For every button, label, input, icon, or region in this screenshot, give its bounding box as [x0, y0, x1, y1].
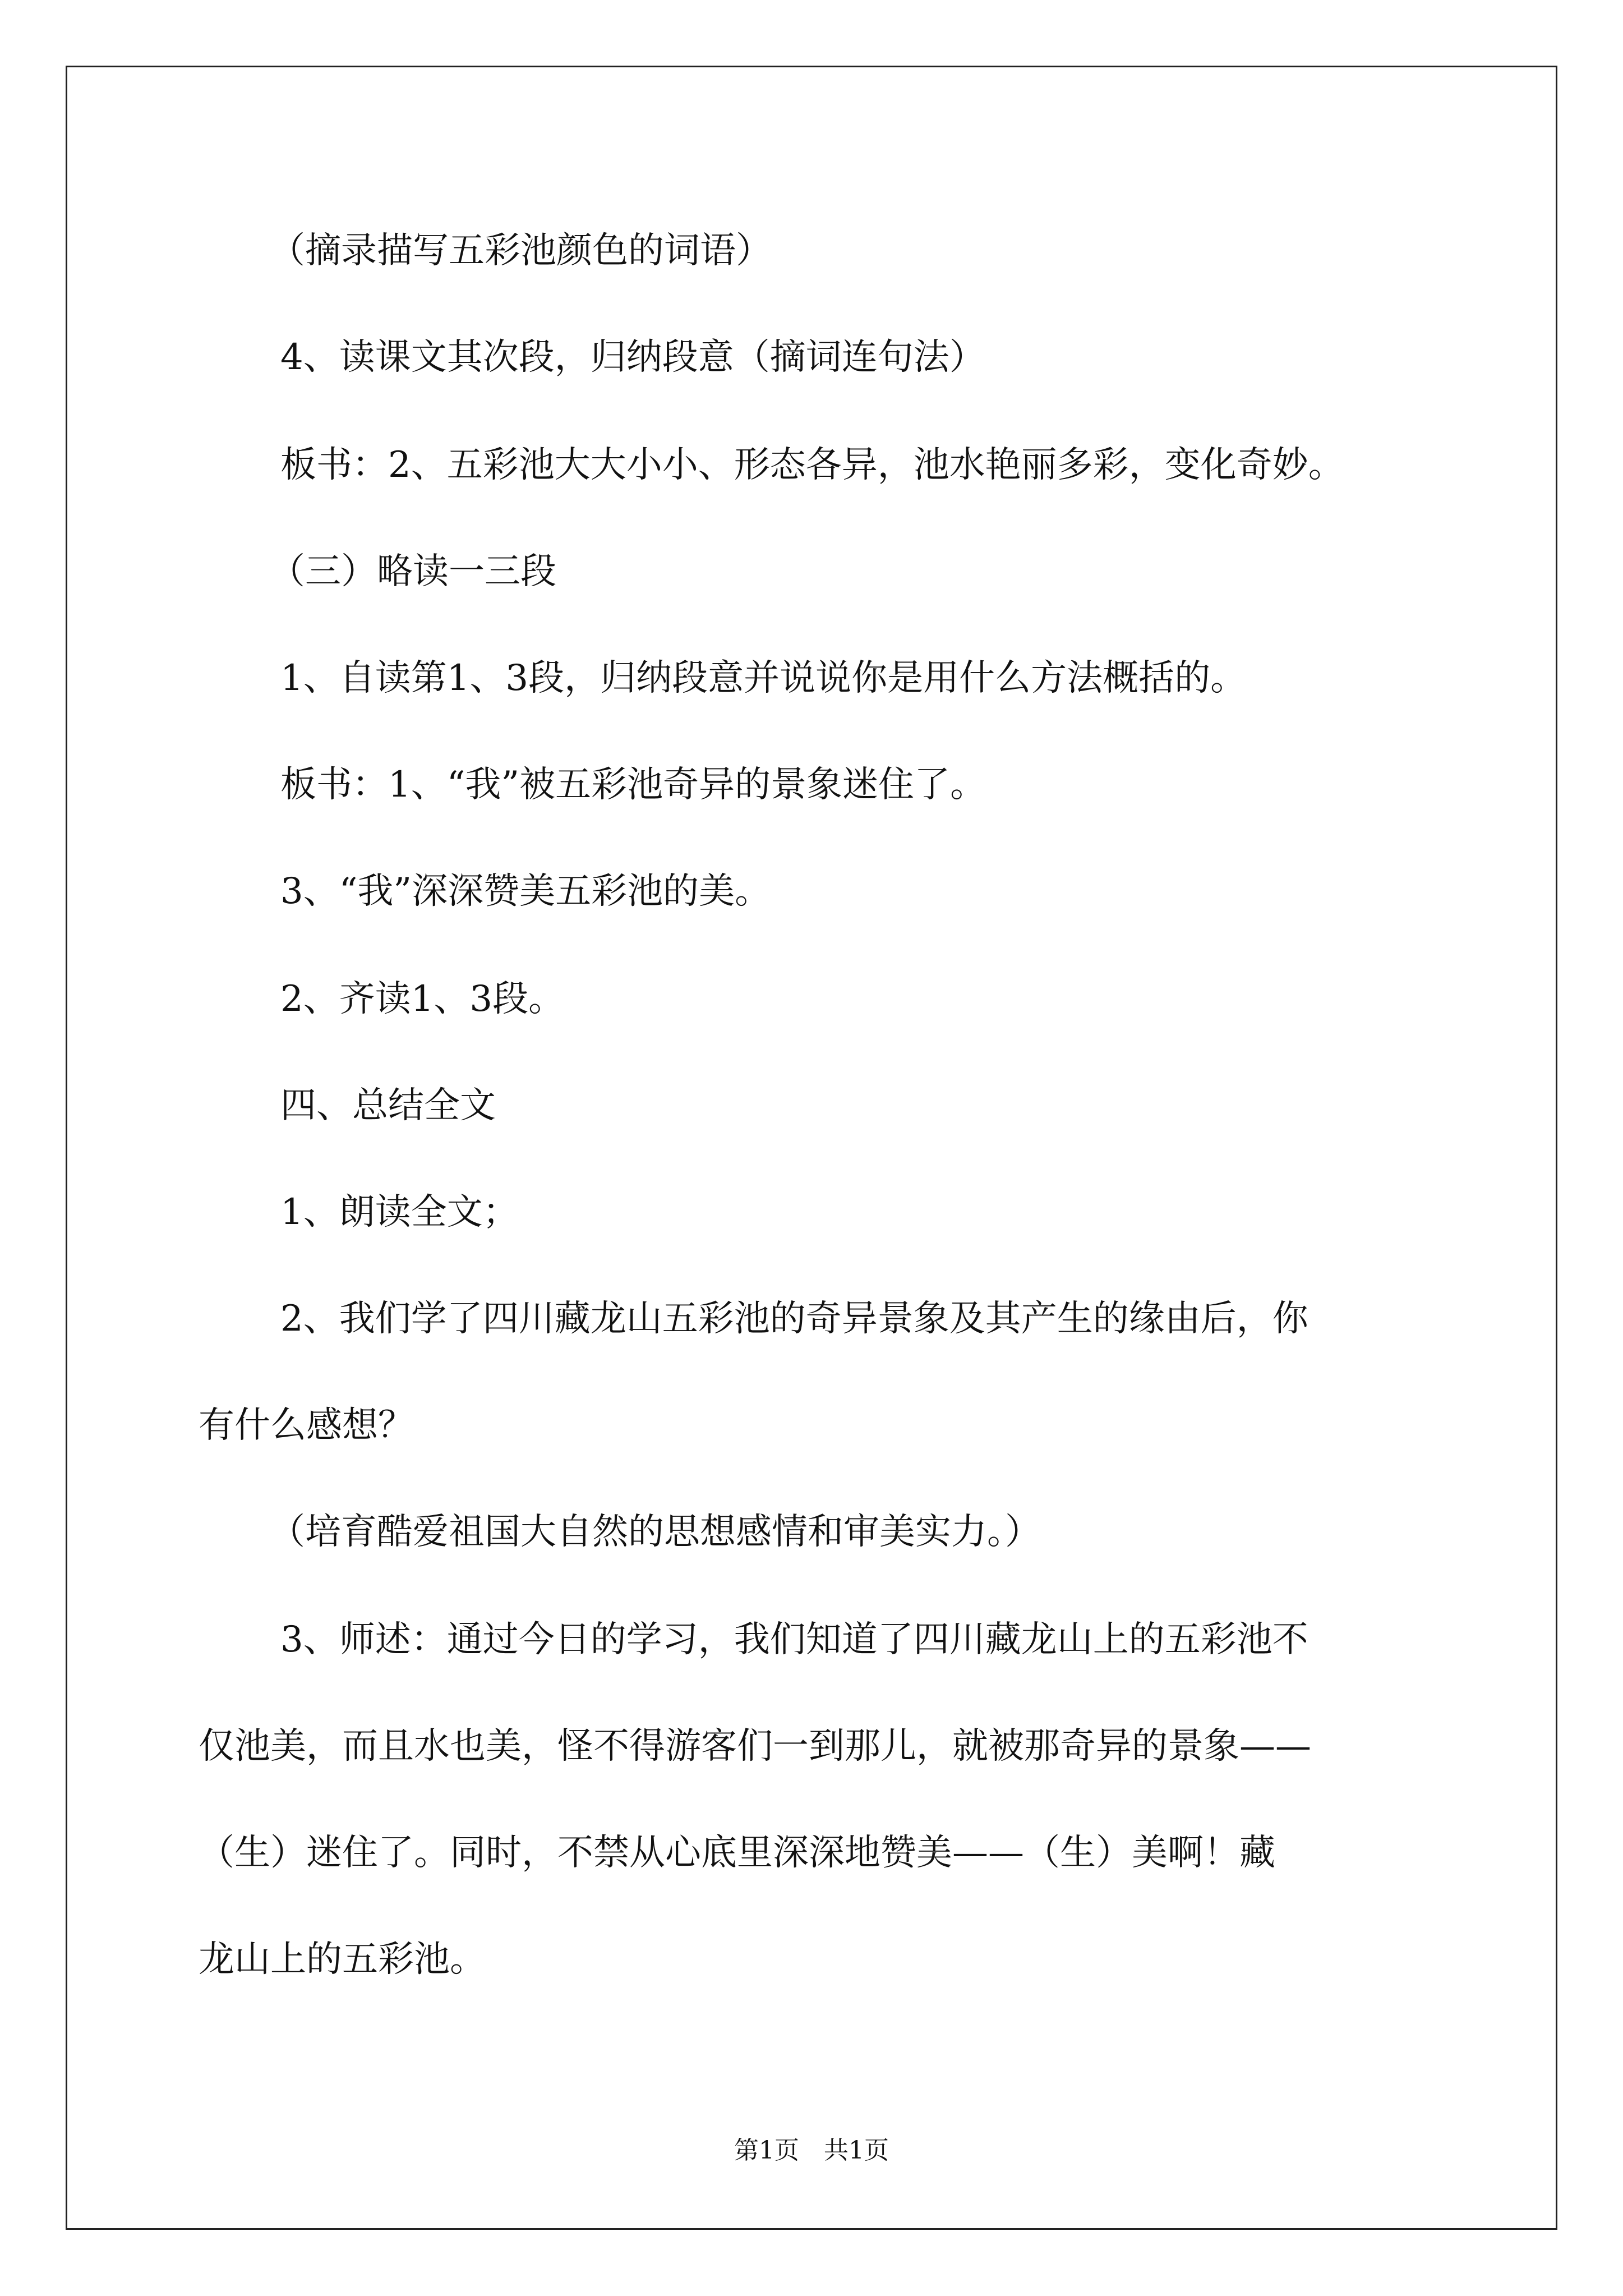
- paragraph-13-line-4: 龙山上的五彩池。: [199, 1939, 486, 1980]
- paragraph-8: 2、齐读1、3段。: [280, 978, 565, 1020]
- paragraph-11-line-1: 2、我们学了四川藏龙山五彩池的奇异景象及其产生的缘由后，你: [280, 1298, 1308, 1340]
- paragraph-1: （摘录描写五彩池颜色的词语）: [269, 230, 772, 272]
- paragraph-2: 4、读课文其次段，归纳段意（摘词连句法）: [280, 337, 985, 378]
- paragraph-13-line-1: 3、师述：通过今日的学习，我们知道了四川藏龙山上的五彩池不: [280, 1619, 1308, 1660]
- page-footer: 第1页 共1页: [734, 2136, 889, 2165]
- paragraph-3: 板书：2、五彩池大大小小、形态各异，池水艳丽多彩，变化奇妙。: [280, 444, 1344, 486]
- page-border: [66, 66, 1557, 2230]
- paragraph-13-line-2: 仅池美，而且水也美，怪不得游客们一到那儿，就被那奇异的景象——: [199, 1726, 1311, 1767]
- paragraph-9: 四、总结全文: [280, 1085, 496, 1126]
- paragraph-7: 3、“我”深深赞美五彩池的美。: [280, 871, 771, 912]
- paragraph-12: （培育酷爱祖国大自然的思想感情和审美实力。）: [269, 1511, 1041, 1553]
- paragraph-11-line-2: 有什么感想？: [199, 1405, 414, 1446]
- paragraph-6: 板书：1、“我”被五彩池奇异的景象迷住了。: [280, 764, 986, 806]
- paragraph-10: 1、朗读全文；: [280, 1191, 519, 1233]
- paragraph-5: 1、自读第1、3段，归纳段意并说说你是用什么方法概括的。: [280, 657, 1247, 699]
- paragraph-4: （三）略读一三段: [269, 551, 556, 592]
- paragraph-13-line-3: （生）迷住了。同时，不禁从心底里深深地赞美——（生）美啊！藏: [199, 1832, 1275, 1874]
